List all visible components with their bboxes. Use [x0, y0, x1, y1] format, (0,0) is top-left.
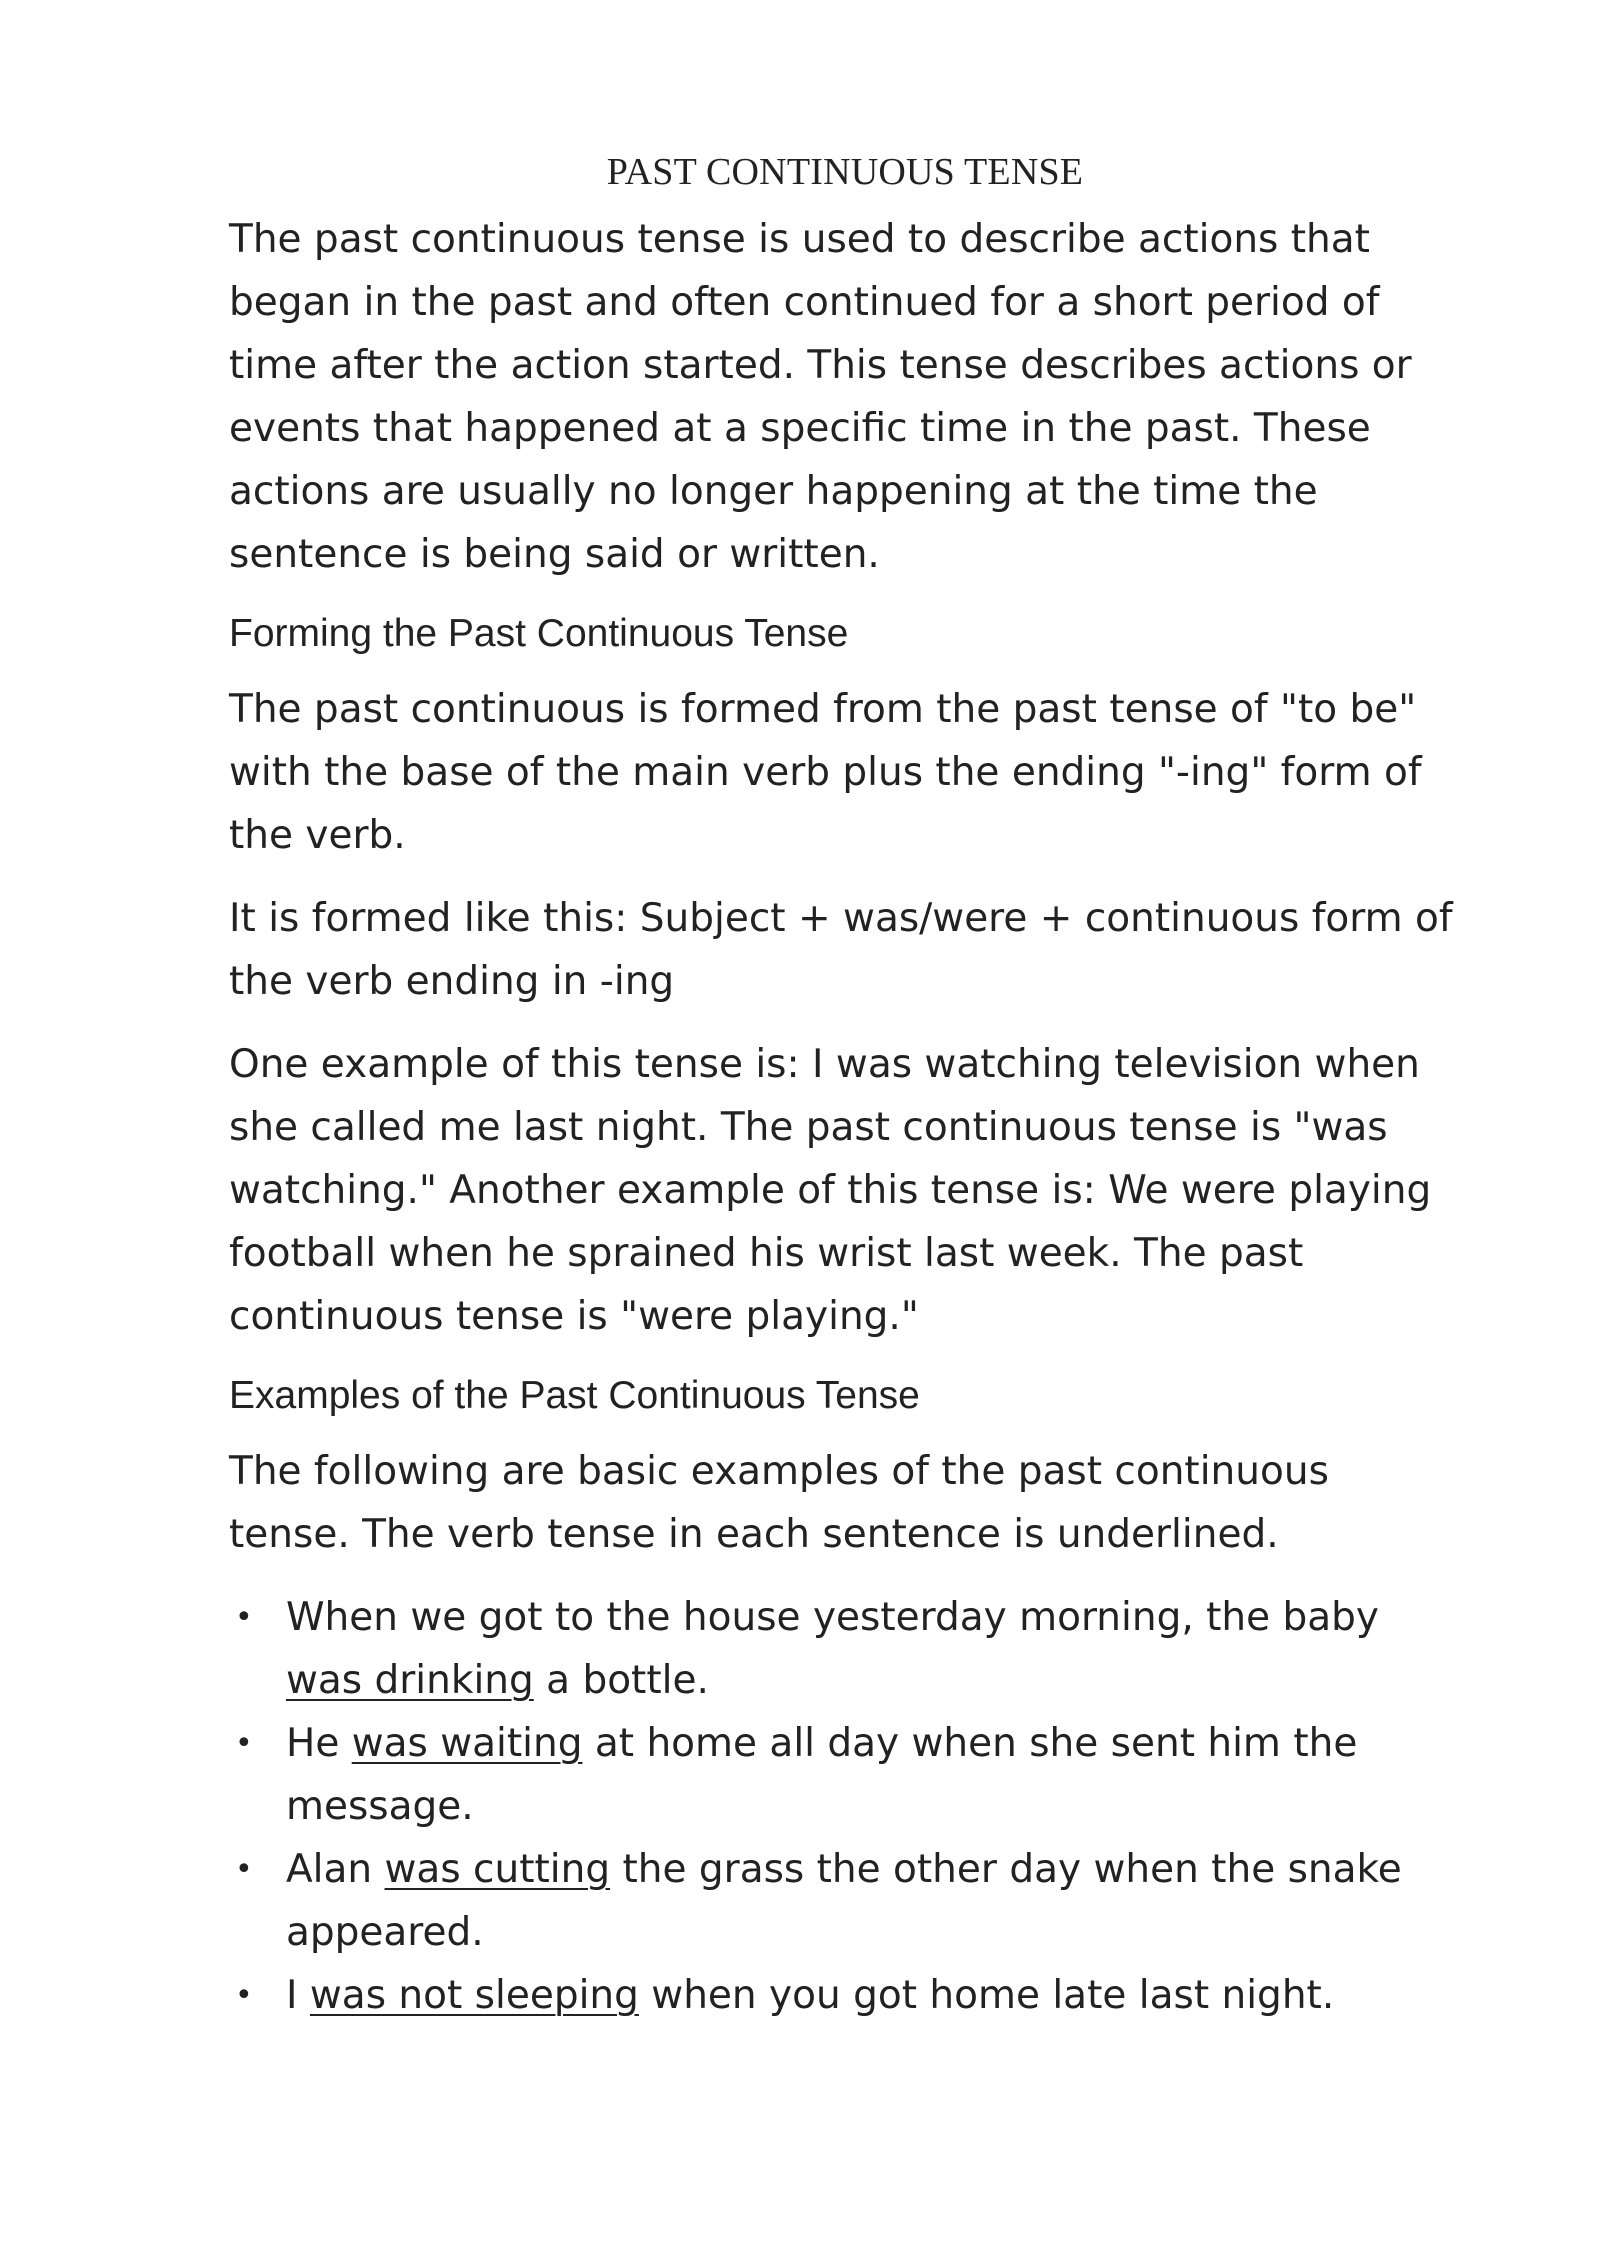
- list-item: [229, 1964, 1461, 2027]
- forming-paragraph-2: It is formed like this: Subject + was/were + continuous form of the verb ending in -ing: [229, 895, 1453, 1004]
- example-text-after: at home all day when she sent him the message.: [286, 1720, 1358, 1829]
- list-item: [229, 1586, 1461, 1712]
- underlined-verb: was not sleeping: [309, 1972, 639, 2018]
- example-text-after: the grass the other day when the snake appeared.: [286, 1846, 1402, 1955]
- document-content: [229, 150, 1461, 2027]
- list-item: [229, 1712, 1461, 1838]
- example-text-before: I: [286, 1972, 310, 2018]
- section-heading-forming: Forming the Past Continuous Tense: [229, 611, 849, 655]
- example-text-before: He: [286, 1720, 352, 1766]
- document-title: PAST CONTINUOUS TENSE: [606, 151, 1084, 193]
- bullet-icon: •: [235, 1599, 253, 1635]
- example-text-after: when you got home late last night.: [638, 1972, 1335, 2018]
- bullet-icon: •: [235, 1725, 253, 1761]
- underlined-verb: was drinking: [286, 1657, 534, 1703]
- bullet-icon: •: [235, 1977, 253, 2013]
- underlined-verb: was waiting: [351, 1720, 583, 1766]
- example-text-before: When we got to the house yesterday morning, the baby: [286, 1594, 1380, 1640]
- example-text-after: a bottle.: [533, 1657, 709, 1703]
- forming-paragraph-3: One example of this tense is: I was watching television when she called me last night. The past continuous tense is "was watching." Another example of this tense is: We were playing football when he sprained his wrist last week. The past continuous tense is "were playing.": [229, 1041, 1432, 1339]
- list-item: [229, 1838, 1461, 1964]
- bullet-icon: •: [235, 1851, 253, 1887]
- example-text-before: Alan: [286, 1846, 385, 1892]
- examples-intro-paragraph: The following are basic examples of the past continuous tense. The verb tense in each sentence is underlined.: [229, 1448, 1329, 1557]
- intro-paragraph: The past continuous tense is used to describe actions that began in the past and often continued for a short period of time after the action started. This tense describes actions or events that happened at a specific time in the past. These actions are usually no longer happening at the time the sentence is being said or written.: [229, 216, 1412, 577]
- examples-list: [229, 1586, 1461, 2027]
- forming-paragraph-1: The past continuous is formed from the past tense of "to be" with the base of the main verb plus the ending "-ing" form of the verb.: [229, 686, 1422, 858]
- underlined-verb: was cutting: [384, 1846, 611, 1892]
- section-heading-examples: Examples of the Past Continuous Tense: [229, 1373, 920, 1417]
